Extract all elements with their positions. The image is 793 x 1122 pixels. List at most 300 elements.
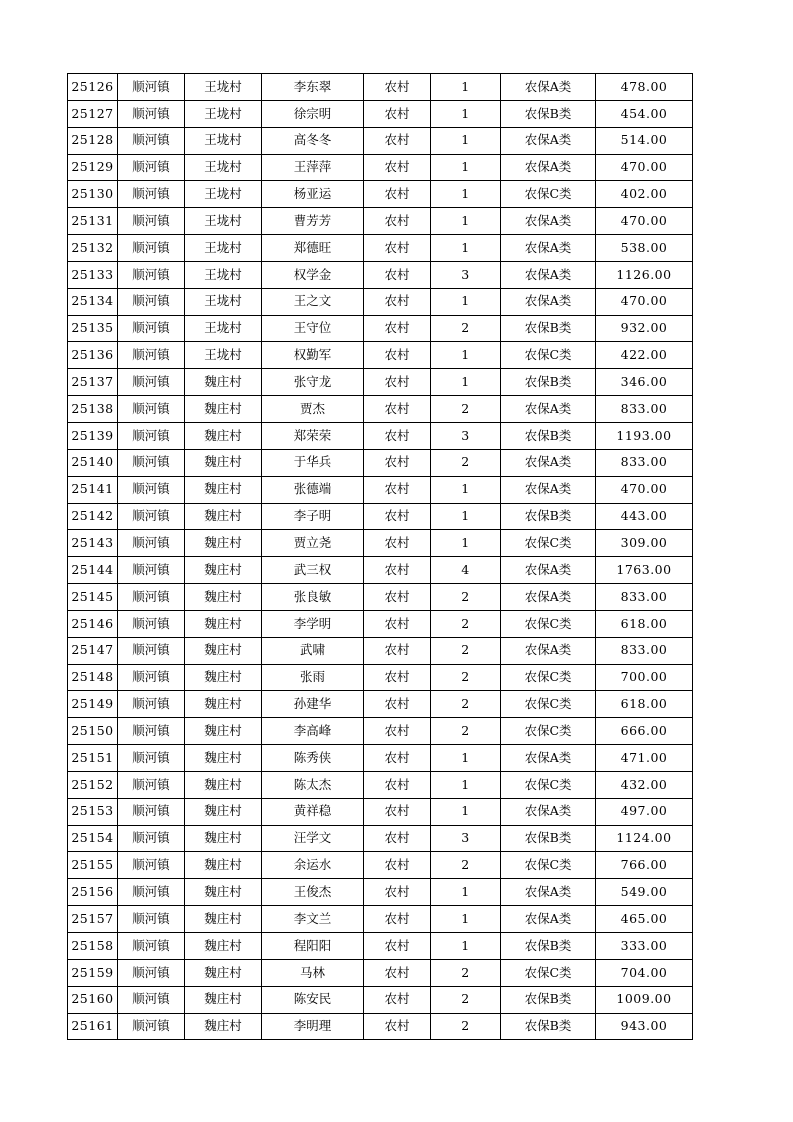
cell-amount: 1763.00 [596, 557, 693, 584]
cell-row-id: 25149 [68, 691, 118, 718]
cell-name: 张守龙 [262, 369, 364, 396]
cell-village: 王垅村 [185, 208, 262, 235]
cell-category: 农村 [364, 261, 431, 288]
cell-name: 权学金 [262, 261, 364, 288]
cell-insurance-class: 农保B类 [501, 315, 596, 342]
cell-row-id: 25160 [68, 986, 118, 1013]
cell-household-count: 1 [431, 369, 501, 396]
table-row [68, 154, 693, 181]
cell-name: 李高峰 [262, 718, 364, 745]
cell-amount: 833.00 [596, 584, 693, 611]
cell-category: 农村 [364, 557, 431, 584]
cell-amount: 833.00 [596, 637, 693, 664]
cell-name: 陈安民 [262, 986, 364, 1013]
cell-name: 马林 [262, 959, 364, 986]
cell-town: 顺河镇 [118, 74, 185, 101]
cell-town: 顺河镇 [118, 208, 185, 235]
cell-household-count: 2 [431, 959, 501, 986]
cell-name: 李东翠 [262, 74, 364, 101]
cell-insurance-class: 农保B类 [501, 1013, 596, 1040]
cell-amount: 932.00 [596, 315, 693, 342]
cell-village: 王垅村 [185, 127, 262, 154]
cell-amount: 704.00 [596, 959, 693, 986]
cell-name: 汪学文 [262, 825, 364, 852]
table-row [68, 396, 693, 423]
cell-village: 魏庄村 [185, 557, 262, 584]
cell-name: 郑荣荣 [262, 422, 364, 449]
table-row [68, 557, 693, 584]
cell-household-count: 1 [431, 100, 501, 127]
cell-insurance-class: 农保A类 [501, 637, 596, 664]
cell-village: 魏庄村 [185, 369, 262, 396]
cell-insurance-class: 农保B类 [501, 503, 596, 530]
cell-town: 顺河镇 [118, 557, 185, 584]
cell-category: 农村 [364, 74, 431, 101]
cell-town: 顺河镇 [118, 127, 185, 154]
cell-village: 王垅村 [185, 288, 262, 315]
cell-amount: 470.00 [596, 476, 693, 503]
table-row [68, 181, 693, 208]
cell-amount: 549.00 [596, 879, 693, 906]
cell-name: 张德端 [262, 476, 364, 503]
cell-insurance-class: 农保C类 [501, 610, 596, 637]
cell-household-count: 2 [431, 718, 501, 745]
cell-row-id: 25131 [68, 208, 118, 235]
cell-village: 魏庄村 [185, 879, 262, 906]
cell-category: 农村 [364, 154, 431, 181]
cell-insurance-class: 农保B类 [501, 369, 596, 396]
cell-village: 魏庄村 [185, 396, 262, 423]
cell-town: 顺河镇 [118, 771, 185, 798]
cell-name: 于华兵 [262, 449, 364, 476]
cell-village: 魏庄村 [185, 852, 262, 879]
cell-household-count: 1 [431, 127, 501, 154]
cell-category: 农村 [364, 637, 431, 664]
cell-town: 顺河镇 [118, 610, 185, 637]
table-row [68, 369, 693, 396]
cell-household-count: 1 [431, 771, 501, 798]
cell-row-id: 25157 [68, 906, 118, 933]
cell-insurance-class: 农保A类 [501, 906, 596, 933]
cell-insurance-class: 农保A类 [501, 476, 596, 503]
cell-insurance-class: 农保A类 [501, 261, 596, 288]
cell-amount: 333.00 [596, 933, 693, 960]
cell-amount: 470.00 [596, 208, 693, 235]
cell-category: 农村 [364, 100, 431, 127]
cell-village: 魏庄村 [185, 637, 262, 664]
cell-household-count: 1 [431, 906, 501, 933]
cell-amount: 618.00 [596, 610, 693, 637]
table-row [68, 637, 693, 664]
cell-category: 农村 [364, 208, 431, 235]
cell-category: 农村 [364, 718, 431, 745]
cell-town: 顺河镇 [118, 235, 185, 262]
cell-household-count: 1 [431, 342, 501, 369]
cell-village: 魏庄村 [185, 1013, 262, 1040]
table-row [68, 261, 693, 288]
cell-household-count: 1 [431, 208, 501, 235]
table-row [68, 74, 693, 101]
cell-amount: 833.00 [596, 449, 693, 476]
cell-household-count: 2 [431, 449, 501, 476]
cell-household-count: 1 [431, 235, 501, 262]
table-row [68, 208, 693, 235]
cell-name: 徐宗明 [262, 100, 364, 127]
cell-name: 杨亚运 [262, 181, 364, 208]
table-row [68, 503, 693, 530]
cell-household-count: 2 [431, 986, 501, 1013]
cell-row-id: 25134 [68, 288, 118, 315]
cell-village: 魏庄村 [185, 503, 262, 530]
cell-row-id: 25139 [68, 422, 118, 449]
cell-name: 余运水 [262, 852, 364, 879]
cell-village: 王垅村 [185, 154, 262, 181]
table-row [68, 959, 693, 986]
cell-row-id: 25137 [68, 369, 118, 396]
cell-name: 贾立尧 [262, 530, 364, 557]
cell-name: 李子明 [262, 503, 364, 530]
cell-town: 顺河镇 [118, 1013, 185, 1040]
cell-category: 农村 [364, 798, 431, 825]
cell-household-count: 2 [431, 396, 501, 423]
cell-amount: 471.00 [596, 745, 693, 772]
cell-insurance-class: 农保A类 [501, 235, 596, 262]
cell-insurance-class: 农保A类 [501, 745, 596, 772]
cell-household-count: 2 [431, 852, 501, 879]
cell-row-id: 25158 [68, 933, 118, 960]
cell-category: 农村 [364, 235, 431, 262]
cell-household-count: 1 [431, 74, 501, 101]
cell-household-count: 4 [431, 557, 501, 584]
cell-town: 顺河镇 [118, 261, 185, 288]
cell-category: 农村 [364, 315, 431, 342]
cell-insurance-class: 农保A类 [501, 208, 596, 235]
cell-row-id: 25142 [68, 503, 118, 530]
table-row [68, 100, 693, 127]
table-row [68, 771, 693, 798]
cell-insurance-class: 农保A类 [501, 396, 596, 423]
table-row [68, 906, 693, 933]
cell-town: 顺河镇 [118, 342, 185, 369]
cell-amount: 538.00 [596, 235, 693, 262]
cell-insurance-class: 农保A类 [501, 879, 596, 906]
cell-name: 张良敏 [262, 584, 364, 611]
cell-row-id: 25150 [68, 718, 118, 745]
cell-household-count: 2 [431, 584, 501, 611]
table-row [68, 664, 693, 691]
cell-name: 高冬冬 [262, 127, 364, 154]
cell-name: 王萍萍 [262, 154, 364, 181]
cell-household-count: 2 [431, 637, 501, 664]
cell-amount: 514.00 [596, 127, 693, 154]
cell-amount: 432.00 [596, 771, 693, 798]
cell-town: 顺河镇 [118, 100, 185, 127]
cell-village: 魏庄村 [185, 718, 262, 745]
cell-name: 黄祥稳 [262, 798, 364, 825]
cell-row-id: 25133 [68, 261, 118, 288]
cell-name: 武三权 [262, 557, 364, 584]
cell-town: 顺河镇 [118, 422, 185, 449]
cell-household-count: 2 [431, 691, 501, 718]
cell-amount: 1124.00 [596, 825, 693, 852]
cell-name: 贾杰 [262, 396, 364, 423]
cell-household-count: 1 [431, 933, 501, 960]
cell-household-count: 2 [431, 315, 501, 342]
cell-town: 顺河镇 [118, 691, 185, 718]
cell-town: 顺河镇 [118, 449, 185, 476]
table-row [68, 933, 693, 960]
cell-town: 顺河镇 [118, 288, 185, 315]
cell-household-count: 1 [431, 288, 501, 315]
cell-row-id: 25155 [68, 852, 118, 879]
cell-category: 农村 [364, 476, 431, 503]
cell-amount: 443.00 [596, 503, 693, 530]
table-row [68, 745, 693, 772]
table-row [68, 530, 693, 557]
cell-village: 王垅村 [185, 342, 262, 369]
cell-town: 顺河镇 [118, 986, 185, 1013]
cell-amount: 454.00 [596, 100, 693, 127]
cell-village: 魏庄村 [185, 745, 262, 772]
cell-category: 农村 [364, 584, 431, 611]
cell-village: 魏庄村 [185, 584, 262, 611]
cell-amount: 402.00 [596, 181, 693, 208]
cell-row-id: 25159 [68, 959, 118, 986]
cell-amount: 422.00 [596, 342, 693, 369]
cell-insurance-class: 农保C类 [501, 852, 596, 879]
cell-insurance-class: 农保B类 [501, 933, 596, 960]
cell-town: 顺河镇 [118, 825, 185, 852]
records-table [67, 73, 693, 1040]
cell-amount: 1126.00 [596, 261, 693, 288]
cell-insurance-class: 农保B类 [501, 986, 596, 1013]
cell-row-id: 25145 [68, 584, 118, 611]
cell-household-count: 3 [431, 261, 501, 288]
cell-town: 顺河镇 [118, 933, 185, 960]
cell-village: 魏庄村 [185, 476, 262, 503]
table-row [68, 852, 693, 879]
cell-name: 武啸 [262, 637, 364, 664]
cell-town: 顺河镇 [118, 396, 185, 423]
cell-town: 顺河镇 [118, 154, 185, 181]
cell-category: 农村 [364, 852, 431, 879]
table-body [68, 74, 693, 1040]
cell-category: 农村 [364, 959, 431, 986]
cell-row-id: 25126 [68, 74, 118, 101]
cell-name: 李明理 [262, 1013, 364, 1040]
cell-town: 顺河镇 [118, 664, 185, 691]
table-row [68, 288, 693, 315]
cell-amount: 666.00 [596, 718, 693, 745]
cell-amount: 833.00 [596, 396, 693, 423]
table-row [68, 825, 693, 852]
cell-name: 郑德旺 [262, 235, 364, 262]
cell-village: 魏庄村 [185, 664, 262, 691]
cell-village: 魏庄村 [185, 610, 262, 637]
cell-row-id: 25148 [68, 664, 118, 691]
cell-amount: 470.00 [596, 154, 693, 181]
cell-category: 农村 [364, 342, 431, 369]
cell-village: 魏庄村 [185, 906, 262, 933]
cell-household-count: 1 [431, 503, 501, 530]
table-row [68, 476, 693, 503]
cell-town: 顺河镇 [118, 584, 185, 611]
cell-amount: 497.00 [596, 798, 693, 825]
cell-row-id: 25129 [68, 154, 118, 181]
cell-name: 李文兰 [262, 906, 364, 933]
cell-insurance-class: 农保A类 [501, 154, 596, 181]
cell-village: 魏庄村 [185, 771, 262, 798]
cell-household-count: 3 [431, 422, 501, 449]
cell-village: 王垅村 [185, 315, 262, 342]
cell-category: 农村 [364, 610, 431, 637]
cell-name: 王守位 [262, 315, 364, 342]
cell-insurance-class: 农保C类 [501, 342, 596, 369]
cell-town: 顺河镇 [118, 369, 185, 396]
cell-row-id: 25140 [68, 449, 118, 476]
cell-name: 权勤军 [262, 342, 364, 369]
cell-name: 张雨 [262, 664, 364, 691]
cell-village: 魏庄村 [185, 933, 262, 960]
cell-town: 顺河镇 [118, 906, 185, 933]
cell-row-id: 25146 [68, 610, 118, 637]
cell-amount: 943.00 [596, 1013, 693, 1040]
cell-category: 农村 [364, 906, 431, 933]
cell-category: 农村 [364, 745, 431, 772]
cell-category: 农村 [364, 181, 431, 208]
cell-category: 农村 [364, 879, 431, 906]
cell-household-count: 1 [431, 530, 501, 557]
cell-name: 王俊杰 [262, 879, 364, 906]
table-row [68, 235, 693, 262]
cell-household-count: 2 [431, 610, 501, 637]
table-row [68, 986, 693, 1013]
cell-row-id: 25161 [68, 1013, 118, 1040]
cell-household-count: 2 [431, 664, 501, 691]
cell-village: 魏庄村 [185, 986, 262, 1013]
cell-insurance-class: 农保A类 [501, 449, 596, 476]
cell-category: 农村 [364, 422, 431, 449]
cell-category: 农村 [364, 691, 431, 718]
table-row [68, 879, 693, 906]
cell-row-id: 25128 [68, 127, 118, 154]
cell-amount: 1009.00 [596, 986, 693, 1013]
cell-insurance-class: 农保B类 [501, 422, 596, 449]
cell-category: 农村 [364, 369, 431, 396]
cell-village: 王垅村 [185, 181, 262, 208]
table-row [68, 798, 693, 825]
table-row [68, 610, 693, 637]
cell-row-id: 25144 [68, 557, 118, 584]
cell-amount: 309.00 [596, 530, 693, 557]
cell-amount: 1193.00 [596, 422, 693, 449]
cell-town: 顺河镇 [118, 798, 185, 825]
cell-amount: 465.00 [596, 906, 693, 933]
cell-name: 曹芳芳 [262, 208, 364, 235]
cell-category: 农村 [364, 127, 431, 154]
cell-category: 农村 [364, 530, 431, 557]
cell-town: 顺河镇 [118, 879, 185, 906]
cell-town: 顺河镇 [118, 530, 185, 557]
cell-town: 顺河镇 [118, 637, 185, 664]
cell-insurance-class: 农保A类 [501, 74, 596, 101]
cell-row-id: 25132 [68, 235, 118, 262]
cell-insurance-class: 农保A类 [501, 127, 596, 154]
table-row [68, 315, 693, 342]
cell-category: 农村 [364, 503, 431, 530]
cell-household-count: 1 [431, 181, 501, 208]
table-row [68, 342, 693, 369]
cell-category: 农村 [364, 933, 431, 960]
cell-row-id: 25135 [68, 315, 118, 342]
cell-insurance-class: 农保C类 [501, 181, 596, 208]
cell-town: 顺河镇 [118, 503, 185, 530]
cell-name: 程阳阳 [262, 933, 364, 960]
cell-village: 魏庄村 [185, 825, 262, 852]
cell-row-id: 25153 [68, 798, 118, 825]
cell-insurance-class: 农保A类 [501, 798, 596, 825]
cell-household-count: 1 [431, 879, 501, 906]
cell-village: 魏庄村 [185, 422, 262, 449]
cell-town: 顺河镇 [118, 745, 185, 772]
table-row [68, 127, 693, 154]
cell-row-id: 25130 [68, 181, 118, 208]
cell-amount: 470.00 [596, 288, 693, 315]
cell-village: 王垅村 [185, 261, 262, 288]
cell-category: 农村 [364, 449, 431, 476]
cell-insurance-class: 农保A类 [501, 584, 596, 611]
cell-category: 农村 [364, 664, 431, 691]
cell-town: 顺河镇 [118, 959, 185, 986]
cell-row-id: 25152 [68, 771, 118, 798]
cell-amount: 346.00 [596, 369, 693, 396]
cell-amount: 478.00 [596, 74, 693, 101]
cell-village: 王垅村 [185, 100, 262, 127]
cell-village: 魏庄村 [185, 959, 262, 986]
cell-village: 王垅村 [185, 74, 262, 101]
cell-name: 李学明 [262, 610, 364, 637]
table-row [68, 449, 693, 476]
cell-insurance-class: 农保B类 [501, 825, 596, 852]
cell-household-count: 2 [431, 1013, 501, 1040]
table-row [68, 422, 693, 449]
cell-amount: 618.00 [596, 691, 693, 718]
cell-category: 农村 [364, 1013, 431, 1040]
cell-amount: 766.00 [596, 852, 693, 879]
table-row [68, 584, 693, 611]
cell-insurance-class: 农保C类 [501, 959, 596, 986]
table-row [68, 718, 693, 745]
cell-amount: 700.00 [596, 664, 693, 691]
cell-town: 顺河镇 [118, 718, 185, 745]
cell-name: 王之文 [262, 288, 364, 315]
cell-row-id: 25143 [68, 530, 118, 557]
cell-row-id: 25127 [68, 100, 118, 127]
cell-household-count: 1 [431, 798, 501, 825]
cell-name: 陈秀侠 [262, 745, 364, 772]
cell-row-id: 25154 [68, 825, 118, 852]
cell-insurance-class: 农保B类 [501, 100, 596, 127]
table-row [68, 1013, 693, 1040]
cell-town: 顺河镇 [118, 476, 185, 503]
cell-village: 王垅村 [185, 235, 262, 262]
cell-town: 顺河镇 [118, 181, 185, 208]
cell-insurance-class: 农保C类 [501, 691, 596, 718]
cell-household-count: 1 [431, 476, 501, 503]
cell-town: 顺河镇 [118, 852, 185, 879]
table-row [68, 691, 693, 718]
cell-row-id: 25156 [68, 879, 118, 906]
